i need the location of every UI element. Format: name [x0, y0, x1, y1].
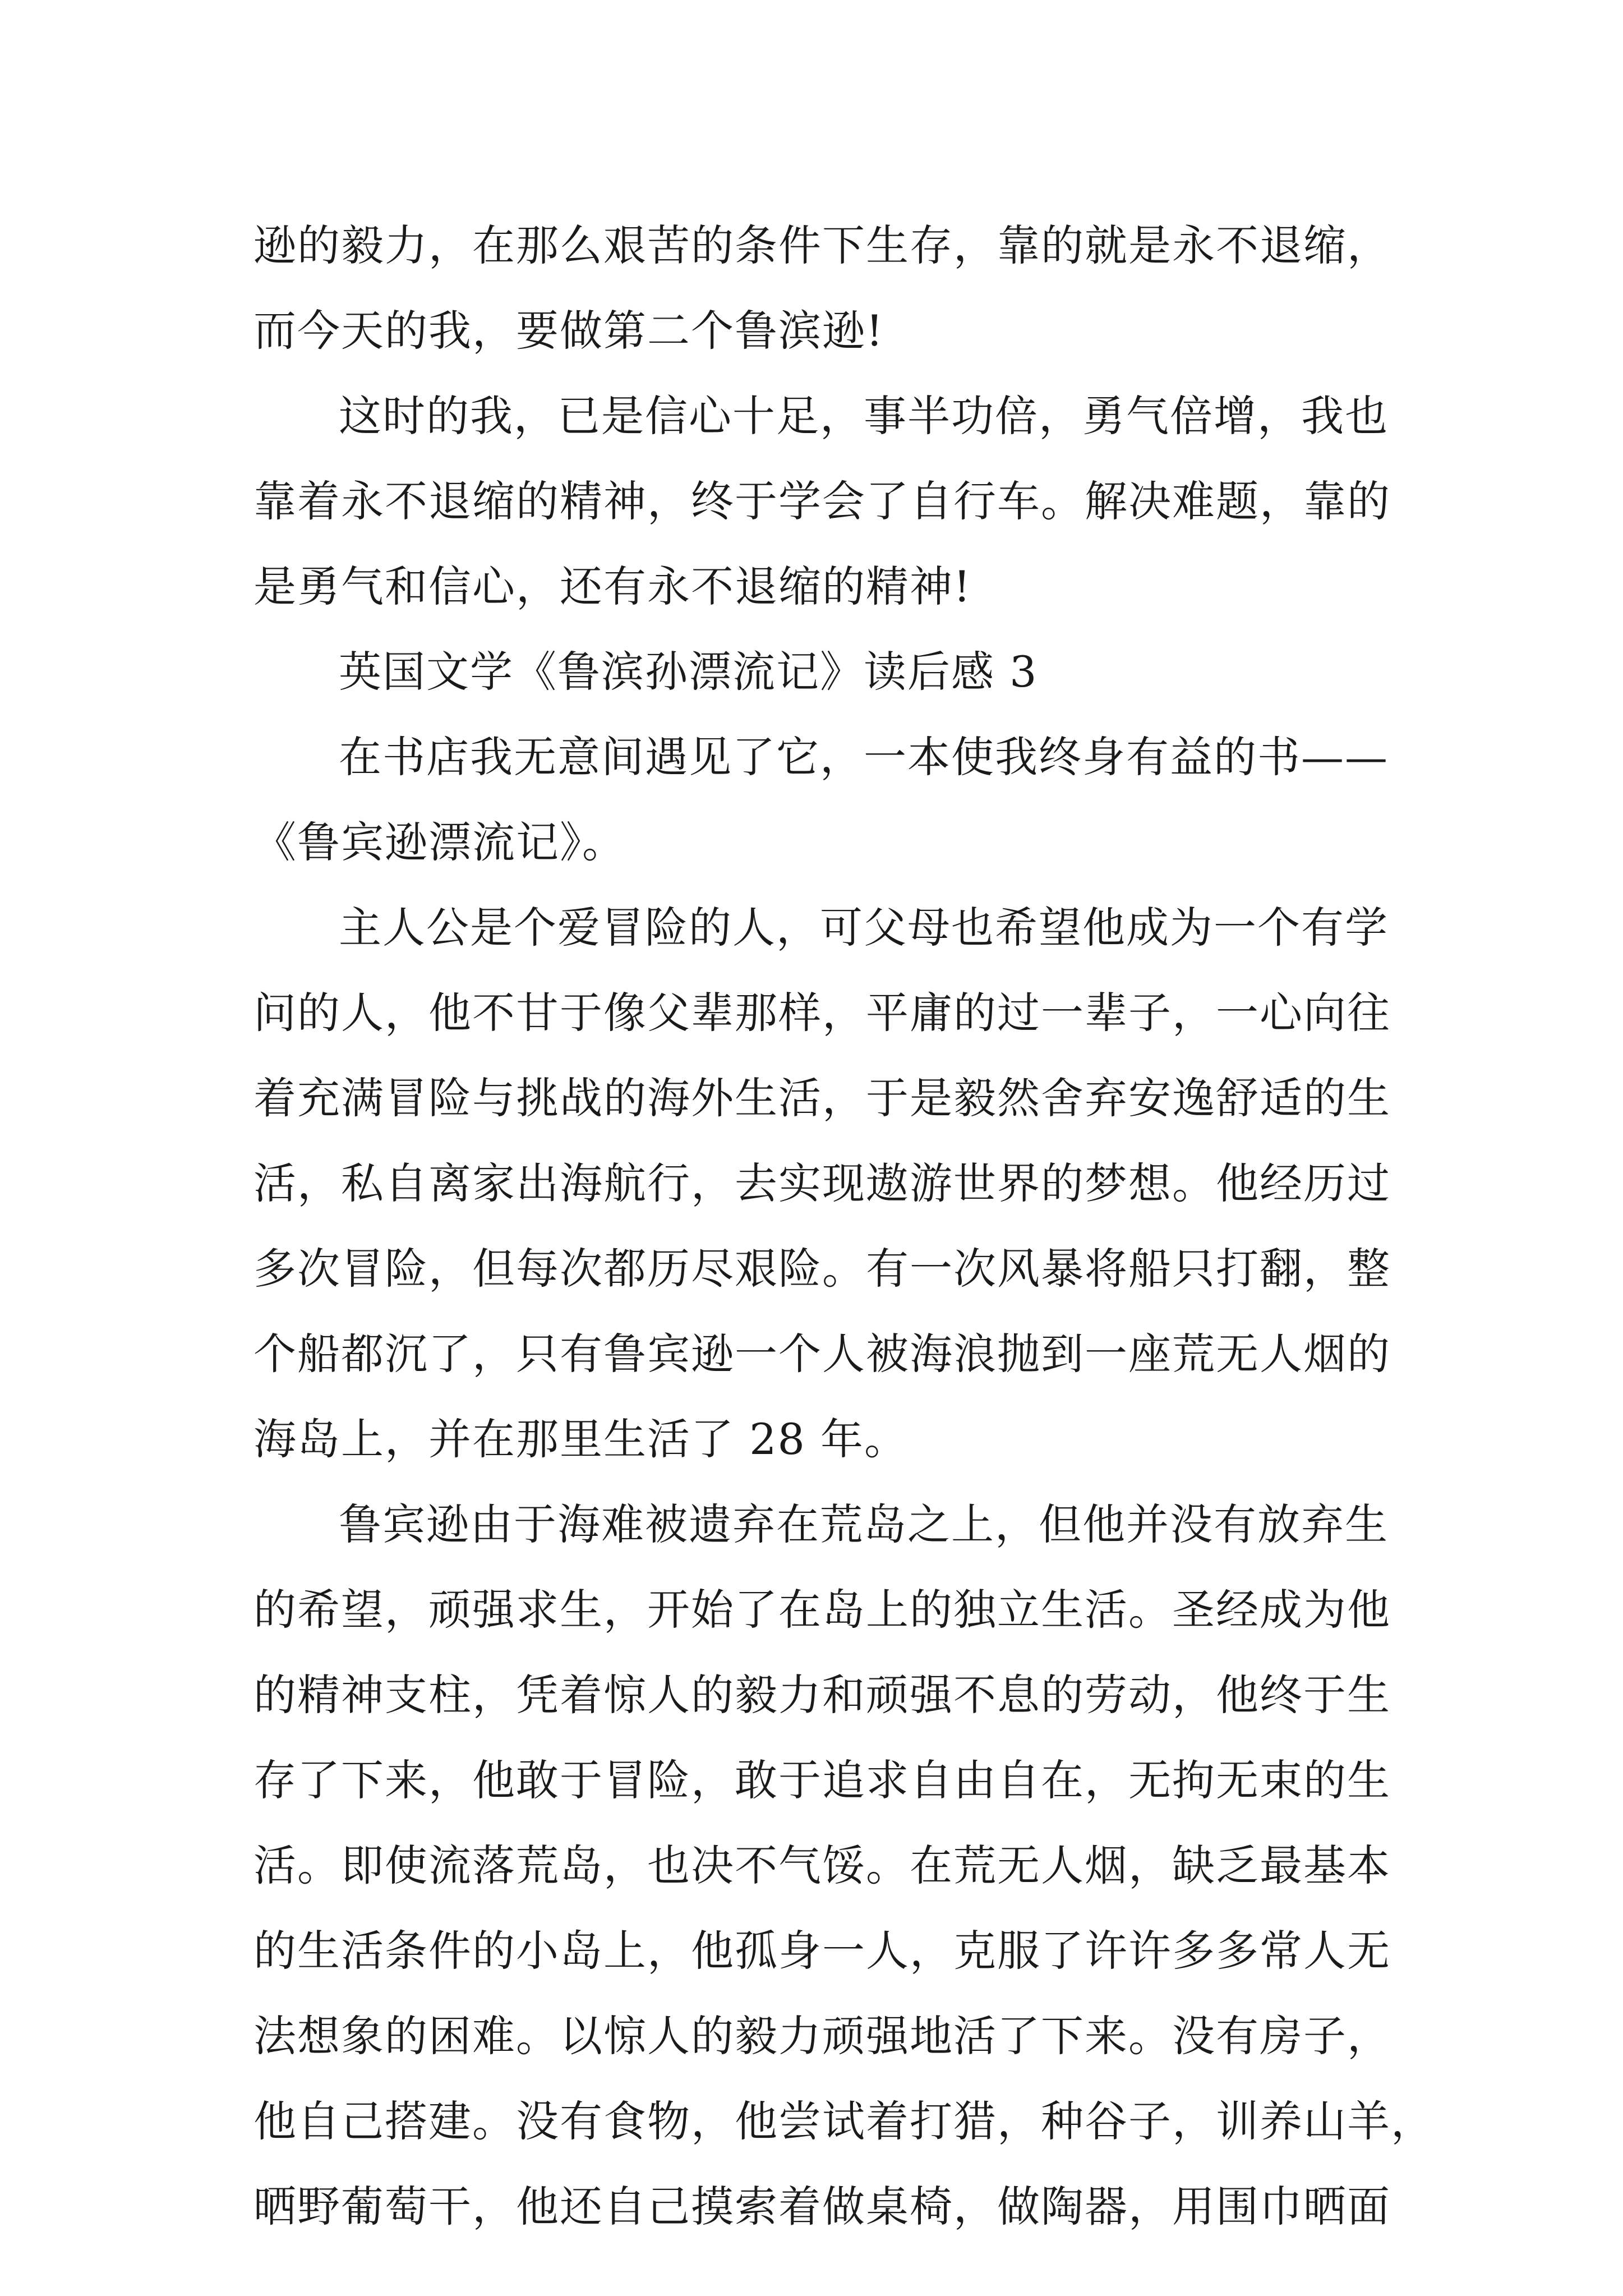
- text-line: 问的人，他不甘于像父辈那样，平庸的过一辈子，一心向往: [253, 988, 1391, 1038]
- text-line: 在书店我无意间遇见了它，一本使我终身有益的书——: [339, 732, 1389, 782]
- text-line: 法想象的困难。以惊人的毅力顽强地活了下来。没有房子，: [253, 2011, 1391, 2061]
- section-heading: 英国文学《鲁滨孙漂流记》读后感 3: [339, 647, 1038, 697]
- text-line: 而今天的我，要做第二个鲁滨逊!: [253, 306, 884, 356]
- text-line: 活。即使流落荒岛，也决不气馁。在荒无人烟，缺乏最基本: [253, 1841, 1391, 1890]
- text-line: 海岛上，并在那里生活了 28 年。: [253, 1414, 909, 1464]
- text-line: 鲁宾逊由于海难被遗弃在荒岛之上，但他并没有放弃生: [339, 1499, 1389, 1549]
- text-line: 存了下来，他敢于冒险，敢于追求自由自在，无拘无束的生: [253, 1755, 1391, 1805]
- text-line: 这时的我，已是信心十足，事半功倍，勇气倍增，我也: [339, 391, 1389, 441]
- text-line: 逊的毅力，在那么艰苦的条件下生存，靠的就是永不退缩，: [253, 220, 1391, 270]
- text-line: 着充满冒险与挑战的海外生活，于是毅然舍弃安逸舒适的生: [253, 1073, 1391, 1123]
- text-line: 的生活条件的小岛上，他孤身一人，克服了许许多多常人无: [253, 1926, 1391, 1976]
- text-line: 晒野葡萄干，他还自己摸索着做桌椅，做陶器，用围巾晒面: [253, 2182, 1391, 2231]
- text-line: 的希望，顽强求生，开始了在岛上的独立生活。圣经成为他: [253, 1585, 1391, 1635]
- text-line: 是勇气和信心，还有永不退缩的精神!: [253, 562, 972, 611]
- text-line: 活，私自离家出海航行，去实现遨游世界的梦想。他经历过: [253, 1158, 1391, 1208]
- text-line: 多次冒险，但每次都历尽艰险。有一次风暴将船只打翻，整: [253, 1244, 1391, 1294]
- body-text: [253, 203, 1435, 2249]
- text-line: 个船都沉了，只有鲁宾逊一个人被海浪抛到一座荒无人烟的: [253, 1329, 1391, 1379]
- text-line: 《鲁宾逊漂流记》。: [253, 817, 626, 867]
- text-line: 靠着永不退缩的精神，终于学会了自行车。解决难题，靠的: [253, 476, 1391, 526]
- text-line: 他自己搭建。没有食物，他尝试着打猎，种谷子，训养山羊，: [253, 2096, 1435, 2146]
- text-line: 的精神支柱，凭着惊人的毅力和顽强不息的劳动，他终于生: [253, 1670, 1391, 1720]
- text-line: 主人公是个爱冒险的人，可父母也希望他成为一个有学: [339, 903, 1389, 953]
